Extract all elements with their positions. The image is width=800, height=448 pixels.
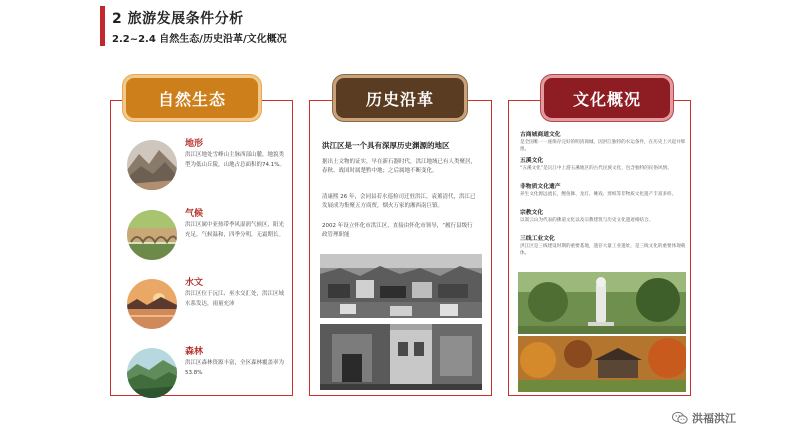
autumn-village-photo (518, 336, 686, 392)
footer-brand-name: 洪福洪江 (692, 412, 736, 425)
culture-section-text: “五溪文化”是沅江中上游五溪地区的古代民族文化，包含独特的民俗风情。 (520, 166, 672, 171)
terrain-text: 洪江区地处雪峰山主脉西部山麓，地貌类型为低山丘陵，山地占总面积的74.1%。 (185, 152, 285, 168)
history-panel-header: 历史沿革 (336, 78, 464, 118)
climate-label: 气候 (185, 209, 204, 219)
culture-section-religion (520, 209, 686, 224)
history-paragraph: 清康熙 26 年，会同县若水巡检司迁驻洪江，袁薰清代，洪江已发展成为集聚五方商贾，烟火万家的湘西南巨镇。 (322, 194, 476, 209)
statue-photo (518, 272, 686, 334)
history-paragraph: 据出土文物的证实，早在新石器时代，洪江地域已有人类聚居，春秋、战国时属楚黔中地；之后属地不断变化。 (322, 159, 477, 174)
history-paragraph: 2002 年设立怀化市洪江区，直接由怀化市领导，“履行县级行政管理职能 (322, 223, 473, 238)
page-title: 2 旅游发展条件分析 (112, 11, 244, 27)
culture-section-heritage (520, 183, 686, 198)
culture-section-text: 养生文化源远流长，鲤鱼舞、龙灯、傩戏、剪纸等非物质文化遗产丰富多样。 (520, 192, 677, 197)
hydrology-text: 洪江区位于沅江、巫水交汇处，洪江区域水系发达，雨量充沛 (185, 291, 285, 307)
old-street-photo (320, 324, 482, 390)
ecology-item-hydrology (122, 275, 292, 345)
culture-panel-header: 文化概况 (544, 78, 670, 118)
terrain-label: 地形 (185, 139, 204, 149)
bridge-photo (127, 210, 177, 260)
forest-photo (127, 348, 177, 398)
sunset-photo (127, 279, 177, 329)
culture-section-title: 宗教文化 (520, 210, 544, 216)
forest-label: 森林 (185, 347, 204, 357)
culture-section-text: 以嵩云山为代表的佛道文化以及宗教建筑与历史文化遗迹相结合。 (520, 218, 654, 223)
page-subtitle: 2.2~2.4 自然生态/历史沿革/文化概况 (112, 34, 287, 45)
ecology-panel-header: 自然生态 (126, 78, 258, 118)
title-accent-bar (100, 6, 105, 46)
wechat-icon (672, 411, 688, 425)
culture-section-commerce (520, 131, 686, 153)
culture-section-title: 三线工业文化 (520, 236, 555, 242)
culture-section-wuxi (520, 157, 686, 172)
culture-section-text: 洪江区是三线建设时期的重要基地，遗存大量工业遗址，是三线文化的重要体现载体。 (520, 244, 686, 256)
culture-section-title: 非物质文化遗产 (520, 184, 561, 190)
ecology-item-terrain (122, 136, 292, 206)
aerial-town-photo (320, 254, 482, 318)
culture-section-title: 古商城商道文化 (520, 132, 561, 138)
forest-text: 洪江区森林资源丰富，全区森林覆盖率为53.8% (185, 360, 285, 376)
hydrology-label: 水文 (185, 278, 204, 288)
culture-section-industry (520, 235, 686, 257)
history-subheading: 洪江区是一个具有深厚历史渊源的地区 (322, 141, 450, 150)
footer-brand (672, 410, 736, 426)
climate-text: 洪江区属中亚热带季风湿润气候区，阳光充足，气候温和，四季分明，无霜期长。 (185, 222, 285, 238)
mountain-photo (127, 140, 177, 190)
culture-section-text: 是全国唯一一座保存完好的明清商城，因洪江独特的水运条件，在历史上兴起并辉煌。 (520, 140, 686, 152)
ecology-item-climate (122, 206, 292, 276)
culture-section-title: 五溪文化 (520, 158, 544, 164)
ecology-item-forest (122, 344, 292, 414)
